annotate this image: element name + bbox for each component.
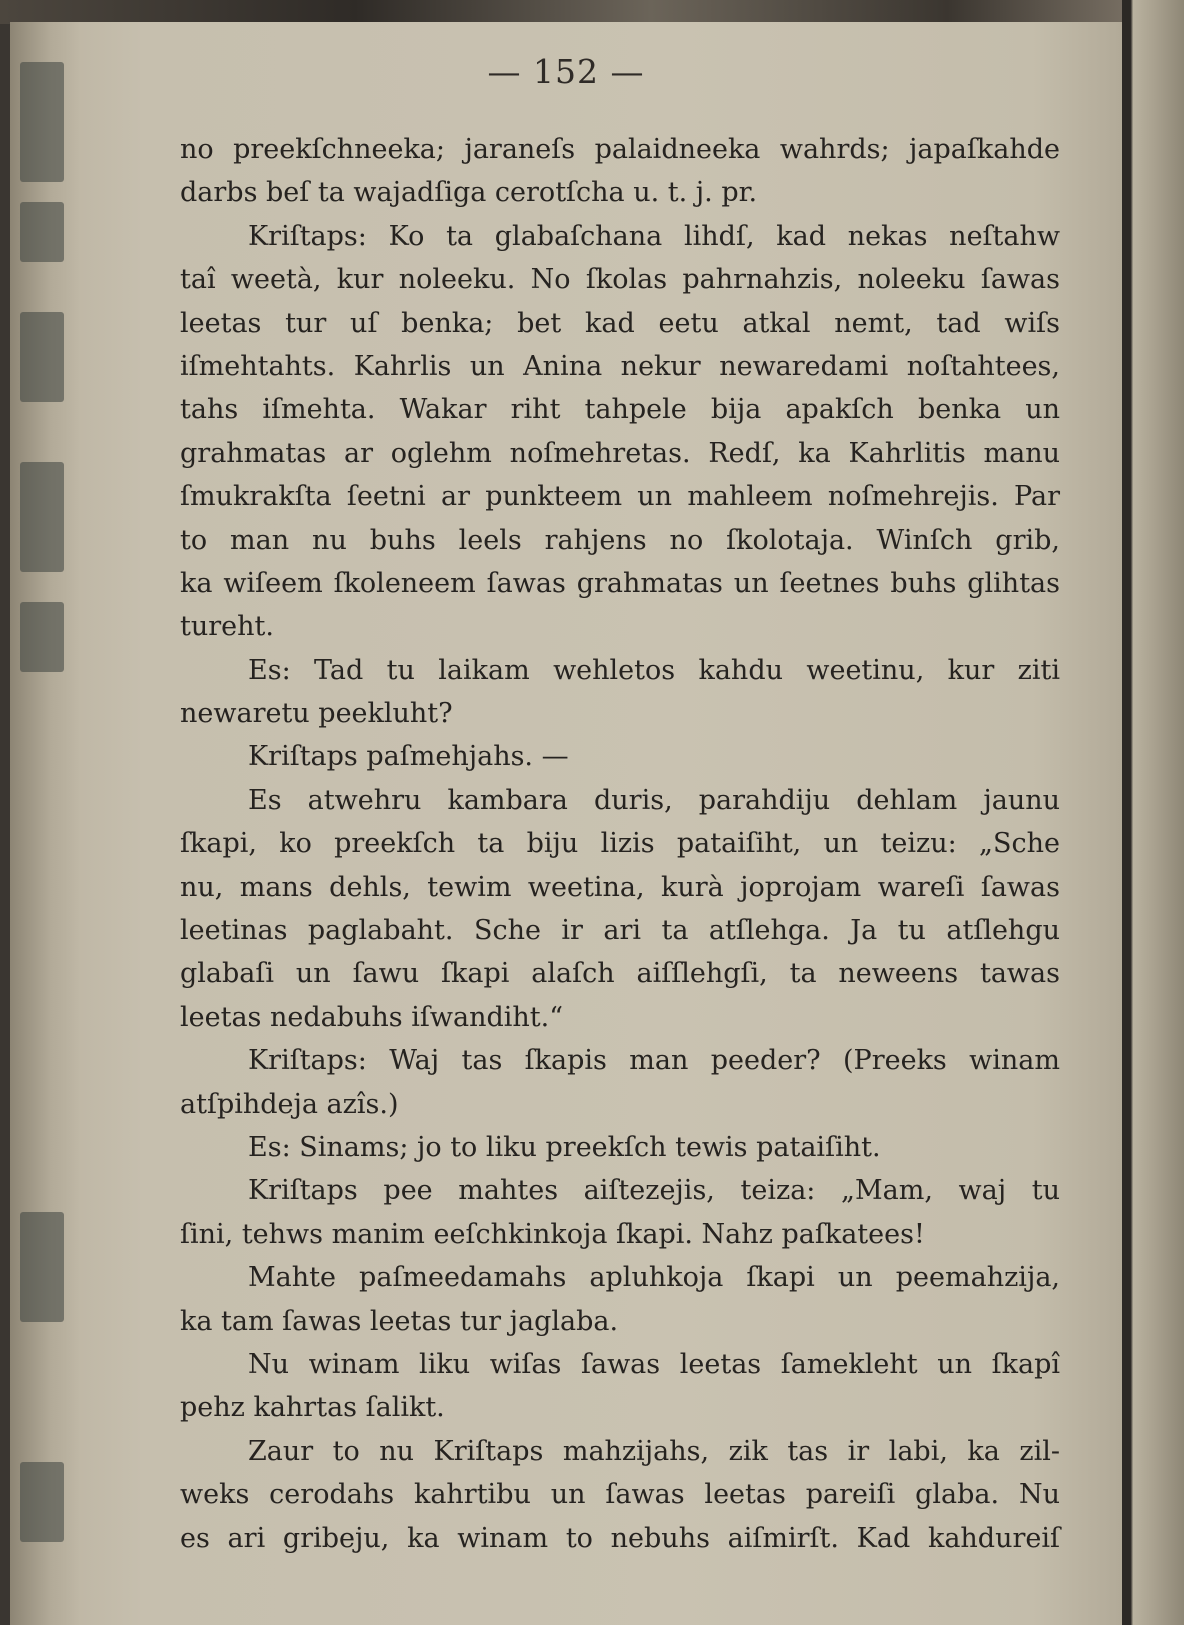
gutter-bleed-mark [20, 1462, 64, 1542]
text-line: no preekſchneeka; jaraneſs palaidneeka wahrds; japaſkahde [180, 134, 1060, 165]
text-line: nu, mans dehls, tewim weetina, kurà joprojam wareſi ſawas [180, 871, 1060, 903]
text-line: leetas tur uſ benka; bet kad eetu atkal nemt, tad wiſs [180, 307, 1060, 339]
text-line: newaretu peekluht? [180, 698, 453, 730]
text-line: pehz kahrtas ſalikt. [180, 1392, 445, 1424]
text-line: to man nu buhs leels rahjens no ſkolotaja. Winſch grib, [180, 524, 1060, 556]
text-line: Es atwehru kambara duris, parahdiju dehlam jaunu [248, 784, 1060, 816]
text-line: Kriſtaps pee mahtes aiſtezejis, teiza: „Mam, waj tu [248, 1175, 1060, 1207]
top-edge-strip [0, 0, 1184, 24]
right-page-edge [1122, 0, 1184, 1625]
text-line: grahmatas ar oglehm noſmehretas. Redſ, ka Kahrlitis manu [180, 437, 1060, 469]
text-line: ka wiſeem ſkoleneem ſawas grahmatas un ſeetnes buhs glihtas [180, 567, 1060, 599]
text-line: Es: Sinams; jo to liku preekſch tewis pataiſiht. [248, 1131, 881, 1163]
text-line: Es: Tad tu laikam wehletos kahdu weetinu, kur ziti [248, 654, 1060, 686]
text-line: es ari gribeju, ka winam to nebuhs aiſmirſt. Kad kahdureiſ [180, 1522, 1060, 1554]
text-line: ſkapi, ko preekſch ta biju lizis pataiſiht, un teizu: „Sche [180, 828, 1060, 860]
text-line: Kriſtaps: Waj tas ſkapis man peeder? (Preeks winam [248, 1045, 1060, 1077]
text-line: tureht. [180, 611, 274, 643]
gutter-bleed-mark [20, 202, 64, 262]
text-line: darbs beſ ta wajadſiga cerotſcha u. t. j. pr. [180, 177, 758, 209]
text-line: atſpihdeja azîs.) [180, 1088, 399, 1120]
page-gutter [10, 22, 80, 1625]
gutter-bleed-mark [20, 312, 64, 402]
text-line: Kriſtaps: Ko ta glabaſchana lihdſ, kad nekas neſtahw [248, 220, 1060, 252]
text-line: leetinas paglabaht. Sche ir ari ta atſlehga. Ja tu atſlehgu [180, 915, 1060, 947]
text-line: ſini, tehws manim eeſchkinkoja ſkapi. Nahz paſkatees! [180, 1218, 925, 1250]
text-line: taî weetà, kur noleeku. No ſkolas pahrnahzis, noleeku ſawas [180, 264, 1060, 296]
gutter-bleed-mark [20, 1212, 64, 1322]
text-line: iſmehtahts. Kahrlis un Anina nekur newaredami noſtahtees, [180, 350, 1060, 382]
text-line: ſmukrakſta ſeetni ar punkteem un mahleem noſmehrejis. Par [180, 481, 1060, 513]
text-line: Nu winam liku wiſas ſawas leetas ſameklеht un ſkapî [248, 1348, 1060, 1380]
text-line: Kriſtaps paſmehjahs. — [248, 741, 569, 773]
text-line: leetas nedabuhs iſwandiht.“ [180, 1001, 563, 1033]
gutter-bleed-mark [20, 602, 64, 672]
text-line: weks cerodahs kahrtibu un ſawas leetas pareiſi glaba. Nu [180, 1479, 1060, 1511]
text-line: tahs iſmehta. Wakar riht tahpele bija apakſch benka un [180, 394, 1060, 426]
text-line: Mahte paſmeedamahs apluhkoja ſkapi un peemahzija, [248, 1262, 1060, 1294]
gutter-bleed-mark [20, 462, 64, 572]
page-number: — 152 — [487, 52, 645, 91]
text-body [180, 128, 1060, 1560]
text-line: glabaſi un ſawu ſkapi alaſch aiſſlehgſi, ta neweens tawas [180, 958, 1060, 990]
text-line: Zaur to nu Kriſtaps mahzijahs, zik tas ir labi, ka zil- [248, 1435, 1060, 1467]
text-line: ka tam ſawas leetas tur jaglaba. [180, 1305, 619, 1337]
